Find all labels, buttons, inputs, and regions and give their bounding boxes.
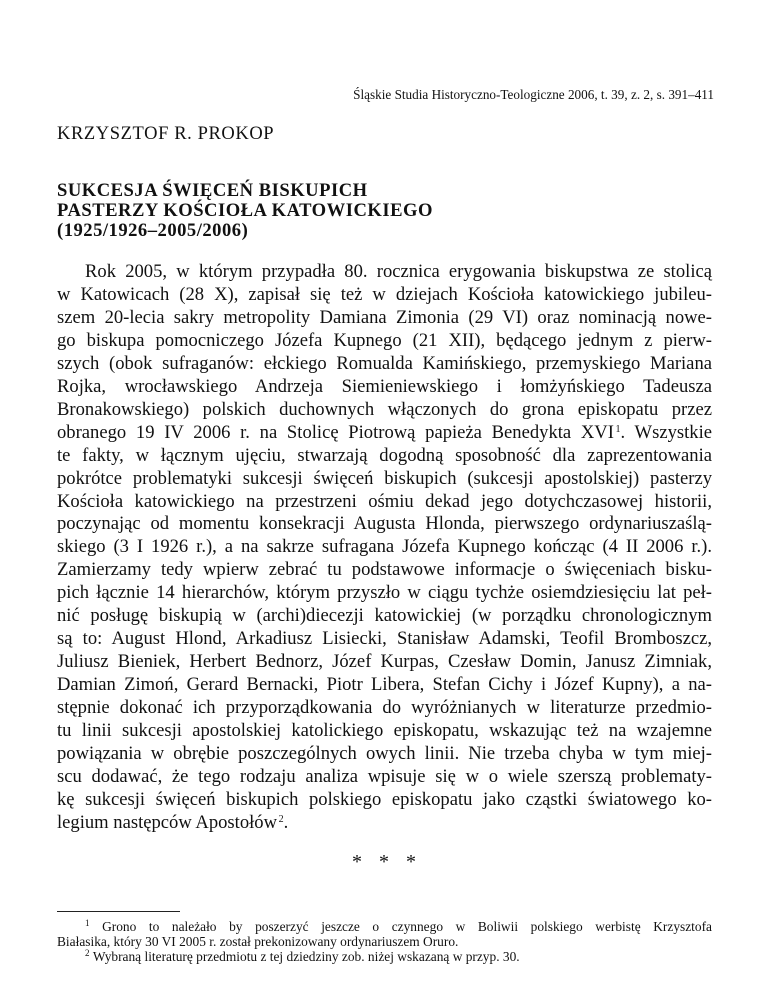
body-line: Zamierzamy tedy wpierw zebrać tu podstawowe informacje o święceniach bisku- <box>57 559 712 581</box>
title-line: (1925/1926–2005/2006) <box>57 220 249 241</box>
body-line-text: obranego 19 IV 2006 r. na Stolicę Piotrową papieża Benedykta XVI <box>57 421 614 443</box>
body-line: Kościoła katowickiego na przestrzeni ośmiu dekad jego dotychczasowej historii, <box>57 490 712 512</box>
body-line-tail: . <box>283 811 289 833</box>
title-line: PASTERZY KOŚCIOŁA KATOWICKIEGO <box>57 200 433 221</box>
footnotes <box>57 919 712 964</box>
article-title <box>57 181 433 241</box>
title-line: SUKCESJA ŚWIĘCEŃ BISKUPICH <box>57 180 368 201</box>
body-line: są to: August Hlond, Arkadiusz Lisiecki, Stanisław Adamski, Teofil Bromboszcz, <box>57 628 712 650</box>
body-line: pich łącznie 14 hierarchów, którym przyszło w ciągu tychże osiemdziesięciu lat peł- <box>57 582 712 604</box>
body-line: Rojka, wrocławskiego Andrzeja Siemieniewskiego i łomżyńskiego Tadeusza <box>57 375 712 397</box>
body-line: w Katowicach (28 X), zapisał się też w dziejach Kościoła katowickiego jubileu- <box>57 283 712 305</box>
body-line: skiego (3 I 1926 r.), a na sakrze sufragana Józefa Kupnego kończąc (4 II 2006 r.). <box>57 536 712 558</box>
footnote-mark: 2 <box>85 948 90 958</box>
body-line: nić posługę biskupią w (archi)diecezji katowickiej (w porządku chronologicznym <box>57 605 712 627</box>
body-line: Rok 2005, w którym przypadła 80. rocznica erygowania biskupstwa ze stolicą <box>85 261 712 282</box>
body-line-text: legium następców Apostołów <box>57 811 278 833</box>
body-line: pokrótce problematyki sukcesji święceń biskupich (sukcesji apostolskiej) pasterzy <box>57 467 712 489</box>
journal-citation: Śląskie Studia Historyczno-Teologiczne 2006, t. 39, z. 2, s. 391–411 <box>353 87 714 102</box>
body-line: szem 20-lecia sakry metropolity Damiana Zimonia (29 VI) oraz nominacją nowe- <box>57 306 712 328</box>
body-line: powiązania w obrębie poszczególnych owych linii. Nie trzeba chyba w tym miej- <box>57 743 712 765</box>
footnote-2-line <box>57 949 712 964</box>
footnote-mark: 1 <box>85 918 90 928</box>
footnote-text: Grono to należało by poszerzyć jeszcze o czynnego w Boliwii polskiego werbistę Krzysztofa <box>102 919 712 934</box>
body-line-with-ref <box>57 812 712 835</box>
body-line: go biskupa pomocniczego Józefa Kupnego (21 XII), będącego jednym z pierw- <box>57 329 712 351</box>
body-line: szych (obok sufraganów: ełckiego Romualda Kamińskiego, przemyskiego Mariana <box>57 352 712 374</box>
body-paragraph <box>57 261 712 835</box>
body-line: poczynając od momentu konsekracji Augusta Hlonda, pierwszego ordynariuszaślą- <box>57 513 712 535</box>
author-name: KRZYSZTOF R. PROKOP <box>57 124 275 144</box>
body-line: tu linii sukcesji apostolskiej katolickiego episkopatu, wskazując też na wzajemne <box>57 720 712 742</box>
body-line: stępnie dokonać ich przyporządkowania do wyróżnianych w literaturze przedmio- <box>57 697 712 719</box>
footnote-1-line <box>57 919 712 934</box>
section-separator: * * * <box>352 851 416 873</box>
body-line: Juliusz Bieniek, Herbert Bednorz, Józef Kurpas, Czesław Domin, Janusz Zimniak, <box>57 651 712 673</box>
body-line: kę sukcesji święceń biskupich polskiego episkopatu jako cząstki światowego ko- <box>57 788 712 810</box>
footnote-ref[interactable]: 1 <box>615 423 621 435</box>
footnote-divider <box>57 911 180 912</box>
body-line: Damian Zimoń, Gerard Bernacki, Piotr Libera, Stefan Cichy i Józef Kupny), a na- <box>57 674 712 696</box>
footnote-1-line: Białasika, który 30 VI 2005 r. został prekonizowany ordynariuszem Oruro. <box>57 934 459 949</box>
body-line: scu dodawać, że tego rodzaju analiza wpisuje się w o wiele szerszą problematy- <box>57 765 712 787</box>
body-line-tail: . Wszystkie <box>620 421 712 443</box>
body-line-with-ref <box>57 422 712 445</box>
footnote-text: Wybraną literaturę przedmiotu z tej dziedziny zob. niżej wskazaną w przyp. 30. <box>92 949 520 964</box>
footnote-ref[interactable]: 2 <box>278 813 284 825</box>
body-line: te fakty, w łącznym ujęciu, stwarzają dogodną sposobność dla zaprezentowania <box>57 444 712 466</box>
body-line: Bronakowskiego) polskich duchownych włączonych do grona episkopatu przez <box>57 398 712 420</box>
